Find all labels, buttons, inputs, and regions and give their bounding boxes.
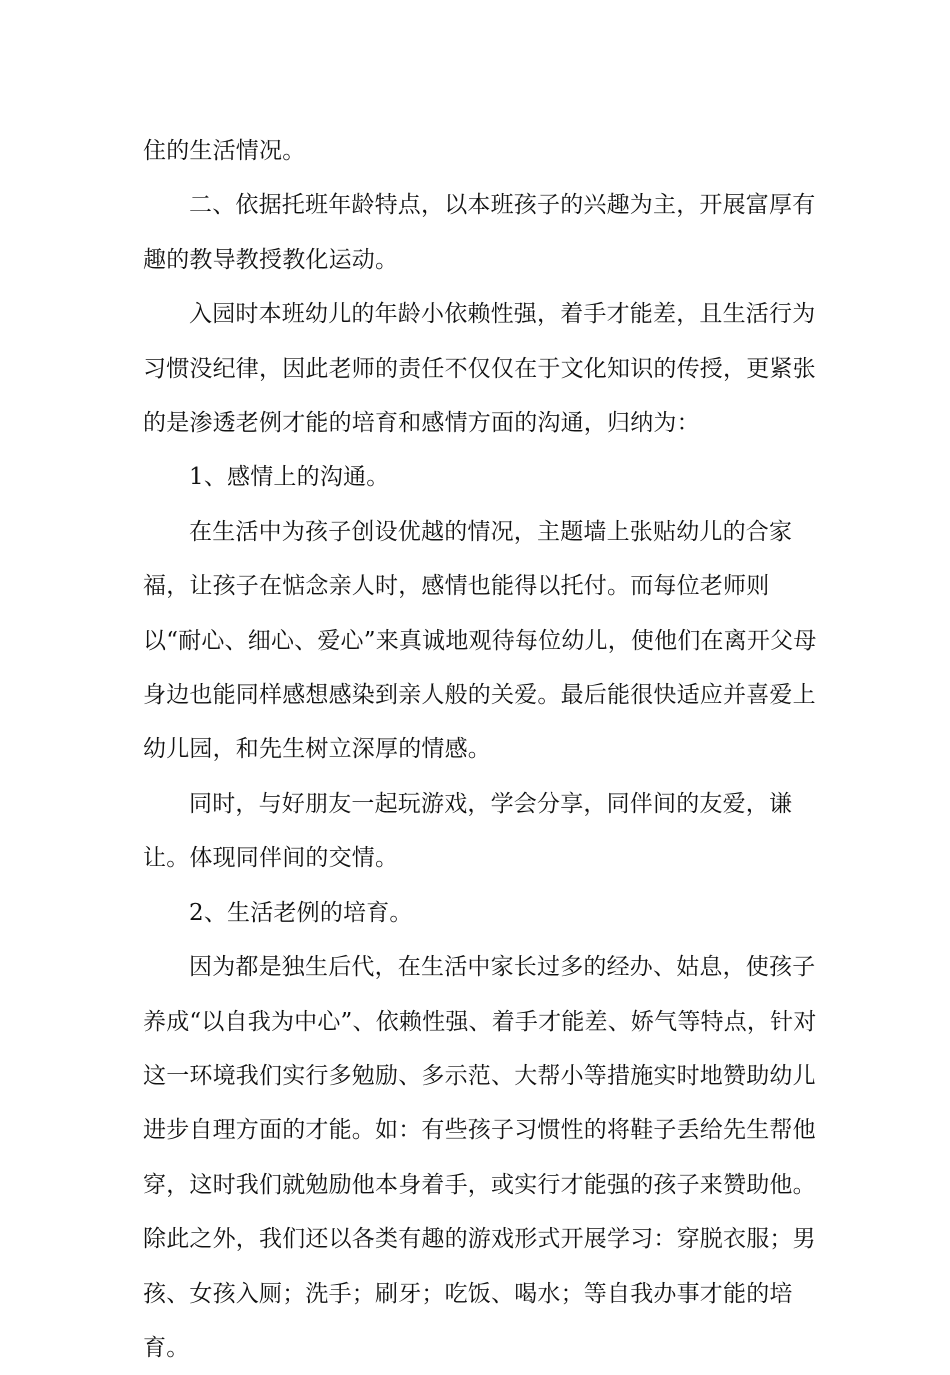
- paragraph-routine-body: 因为都是独生后代，在生活中家长过多的经办、姑息，使孩子养成“以自我为中心”、依赖性强、着手才能差、娇气等特点，针对这一环境我们实行多勉励、多示范、大帮小等措施实时地赞助幼儿进步自理方面的才能。如：有些孩子习惯性的将鞋子丢给先生帮他穿，这时我们就勉励他本身着手，或实行才能强的孩子来赞助他。除此之外，我们还以各类有趣的游戏形式开展学习：穿脱衣服；男孩、女孩入厕；洗手；刷牙；吃饭、喝水；等自我办事才能的培育。: [143, 954, 817, 1361]
- document-body: [143, 124, 823, 1375]
- paragraph-peer-friendship: 同时，与好朋友一起玩游戏，学会分享，同伴间的友爱，谦让。体现同伴间的交情。: [143, 790, 793, 872]
- paragraph-subheading-emotion: 1、感情上的沟通。: [189, 464, 390, 491]
- paragraph-emotion-body: 在生活中为孩子创设优越的情况，主题墙上张贴幼儿的合家福，让孩子在惦念亲人时，感情也能得以托付。而每位老师则以“耐心、细心、爱心”来真诚地观待每位幼儿，使他们在离开父母身边也能同样感想感染到亲人般的关爱。最后能很快适应并喜爱上幼儿园，和先生树立深厚的情感。: [143, 518, 817, 763]
- paragraph-section-heading-two: 二、依据托班年龄特点，以本班孩子的兴趣为主，开展富厚有趣的教导教授教化运动。: [143, 192, 816, 273]
- paragraph-intro: 入园时本班幼儿的年龄小依赖性强，着手才能差，且生活行为习惯没纪律，因此老师的责任不仅仅在于文化知识的传授，更紧张的是渗透老例才能的培育和感情方面的沟通，归纳为：: [143, 301, 816, 437]
- paragraph-subheading-routine: 2、生活老例的培育。: [189, 899, 413, 926]
- paragraph-continuation: 住的生活情况。: [143, 138, 306, 164]
